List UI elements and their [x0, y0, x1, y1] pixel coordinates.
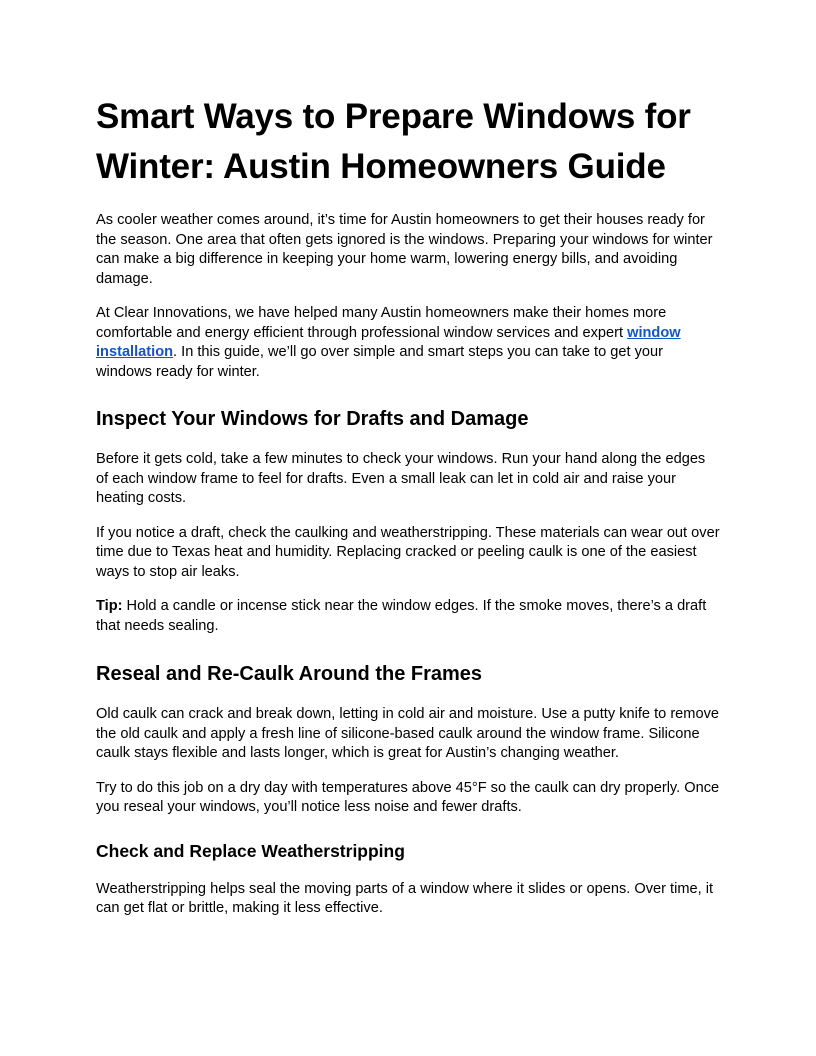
section-heading-weatherstripping: Check and Replace Weatherstripping — [96, 840, 405, 861]
section-inspect-paragraph-2: If you notice a draft, check the caulking and weatherstripping. These materials can wear out over time due to Texas heat and humidity. Replacing cracked or peeling caulk is one of the easiest ways to stop air leaks. — [96, 524, 720, 580]
section-weatherstripping-paragraph-1: Weatherstripping helps seal the moving parts of a window where it slides or opens. Over time, it can get flat or brittle, making it less effective. — [96, 880, 714, 916]
section-reseal-paragraph-1: Old caulk can crack and break down, letting in cold air and moisture. Use a putty knife to remove the old caulk and apply a fresh line of silicone-based caulk around the window frame. Silicone caulk stays flexible and lasts longer, which is great for Austin’s changing weather. — [96, 706, 719, 761]
document-title: Smart Ways to Prepare Windows for Winter: Austin Homeowners Guide — [96, 97, 691, 186]
tip-text: Hold a candle or incense stick near the window edges. If the smoke moves, there’s a draft that needs sealing. — [96, 598, 707, 634]
intro-paragraph-1: As cooler weather comes around, it’s time for Austin homeowners to get their houses ready for the season. One area that often gets ignored is the windows. Preparing your windows for winter can make a big difference in keeping your home warm, lowering energy bills, and avoiding damage. — [96, 212, 713, 287]
section-heading-inspect: Inspect Your Windows for Drafts and Damage — [96, 408, 529, 430]
intro-paragraph-2-text-before: At Clear Innovations, we have helped many Austin homeowners make their homes more comfortable and energy efficient through professional window services and expert — [96, 305, 667, 341]
section-inspect-paragraph-1: Before it gets cold, take a few minutes to check your windows. Run your hand along the edges of each window frame to feel for drafts. Even a small leak can let in cold air and raise your heating costs. — [96, 451, 706, 506]
intro-paragraph-2 — [96, 304, 720, 382]
section-heading-reseal: Reseal and Re-Caulk Around the Frames — [96, 663, 483, 685]
window-installation-link[interactable]: window installation — [96, 324, 681, 360]
section-reseal-paragraph-2: Try to do this job on a dry day with temperatures above 45°F so the caulk can dry properly. Once you reseal your windows, you’ll notice less noise and fewer drafts. — [96, 779, 720, 815]
intro-paragraph-2-text-after: . In this guide, we’ll go over simple and smart steps you can take to get your windows ready for winter. — [96, 344, 663, 380]
document-page — [96, 92, 720, 919]
tip-label: Tip: — [96, 598, 123, 614]
tip-paragraph — [96, 597, 720, 636]
